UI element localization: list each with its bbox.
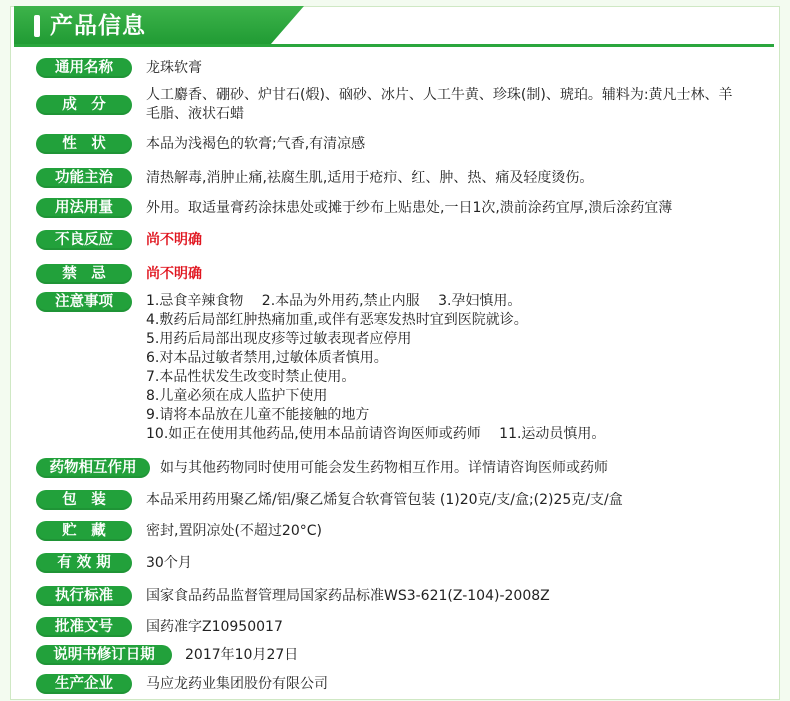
value-precautions — [146, 292, 605, 444]
precaution-item: 4.敷药后局部红肿热痛加重,或伴有恶寒发热时宜到医院就诊。 — [146, 312, 528, 328]
label-character: 性 状 — [36, 134, 132, 154]
ingredients-line: 人工麝香、硼砂、炉甘石(煅)、硇砂、冰片、人工牛黄、珍珠(制)、琥珀。辅料为:黄凡士林、羊 — [146, 87, 733, 103]
precaution-item: 7.本品性状发生改变时禁止使用。 — [146, 369, 356, 385]
value-ingredients — [146, 86, 733, 124]
header-underline — [14, 44, 774, 47]
value-character: 本品为浅褐色的软膏;气香,有清凉感 — [146, 136, 366, 152]
ingredients-line: 毛脂、液状石蜡 — [146, 106, 244, 122]
precaution-item: 5.用药后局部出现皮疹等过敏表现者应停用 — [146, 331, 412, 347]
label-standard: 执行标准 — [36, 586, 132, 606]
label-indications: 功能主治 — [36, 168, 132, 188]
value-interactions: 如与其他药物同时使用可能会发生药物相互作用。详情请咨询医师或药师 — [160, 460, 608, 476]
value-standard: 国家食品药品监督管理局国家药品标准WS3-621(Z-104)-2008Z — [146, 588, 550, 604]
label-interactions: 药物相互作用 — [36, 458, 150, 478]
label-approval: 批准文号 — [36, 617, 132, 637]
value-contraindications: 尚不明确 — [146, 266, 202, 282]
value-usage: 外用。取适量膏药涂抹患处或摊于纱布上贴患处,一日1次,溃前涂药宜厚,溃后涂药宜薄 — [146, 200, 673, 216]
precaution-item: 8.儿童必须在成人监护下使用 — [146, 388, 328, 404]
label-manufacturer: 生产企业 — [36, 674, 132, 694]
value-approval: 国药准字Z10950017 — [146, 619, 283, 635]
precaution-item: 10.如正在使用其他药品,使用本品前请咨询医师或药师 11.运动员慎用。 — [146, 426, 606, 442]
precaution-item: 6.对本品过敏者禁用,过敏体质者慎用。 — [146, 350, 388, 366]
value-indications: 清热解毒,消肿止痛,祛腐生肌,适用于疮疖、红、肿、热、痛及轻度烫伤。 — [146, 170, 594, 186]
value-adverse: 尚不明确 — [146, 232, 202, 248]
label-storage: 贮 藏 — [36, 521, 132, 541]
section-header — [14, 6, 774, 46]
value-storage: 密封,置阴凉处(不超过20°C) — [146, 523, 322, 539]
value-validity: 30个月 — [146, 555, 192, 571]
label-usage: 用法用量 — [36, 198, 132, 218]
label-adverse: 不良反应 — [36, 230, 132, 250]
header-accent-bar — [34, 15, 40, 37]
label-generic-name: 通用名称 — [36, 58, 132, 78]
label-precautions: 注意事项 — [36, 292, 132, 312]
value-revision: 2017年10月27日 — [185, 647, 299, 663]
precaution-item: 9.请将本品放在儿童不能接触的地方 — [146, 407, 370, 423]
value-manufacturer: 马应龙药业集团股份有限公司 — [146, 676, 328, 692]
label-validity: 有 效 期 — [36, 553, 132, 573]
value-package: 本品采用药用聚乙烯/铝/聚乙烯复合软膏管包装 (1)20克/支/盒;(2)25克/支/盒 — [146, 492, 623, 508]
label-contraindications: 禁 忌 — [36, 264, 132, 284]
label-package: 包 装 — [36, 490, 132, 510]
label-ingredients: 成 分 — [36, 95, 132, 115]
label-revision: 说明书修订日期 — [36, 645, 172, 665]
section-title: 产品信息 — [50, 13, 146, 39]
value-generic-name: 龙珠软膏 — [146, 60, 202, 76]
precaution-item: 1.忌食辛辣食物 2.本品为外用药,禁止内服 3.孕妇慎用。 — [146, 293, 522, 309]
